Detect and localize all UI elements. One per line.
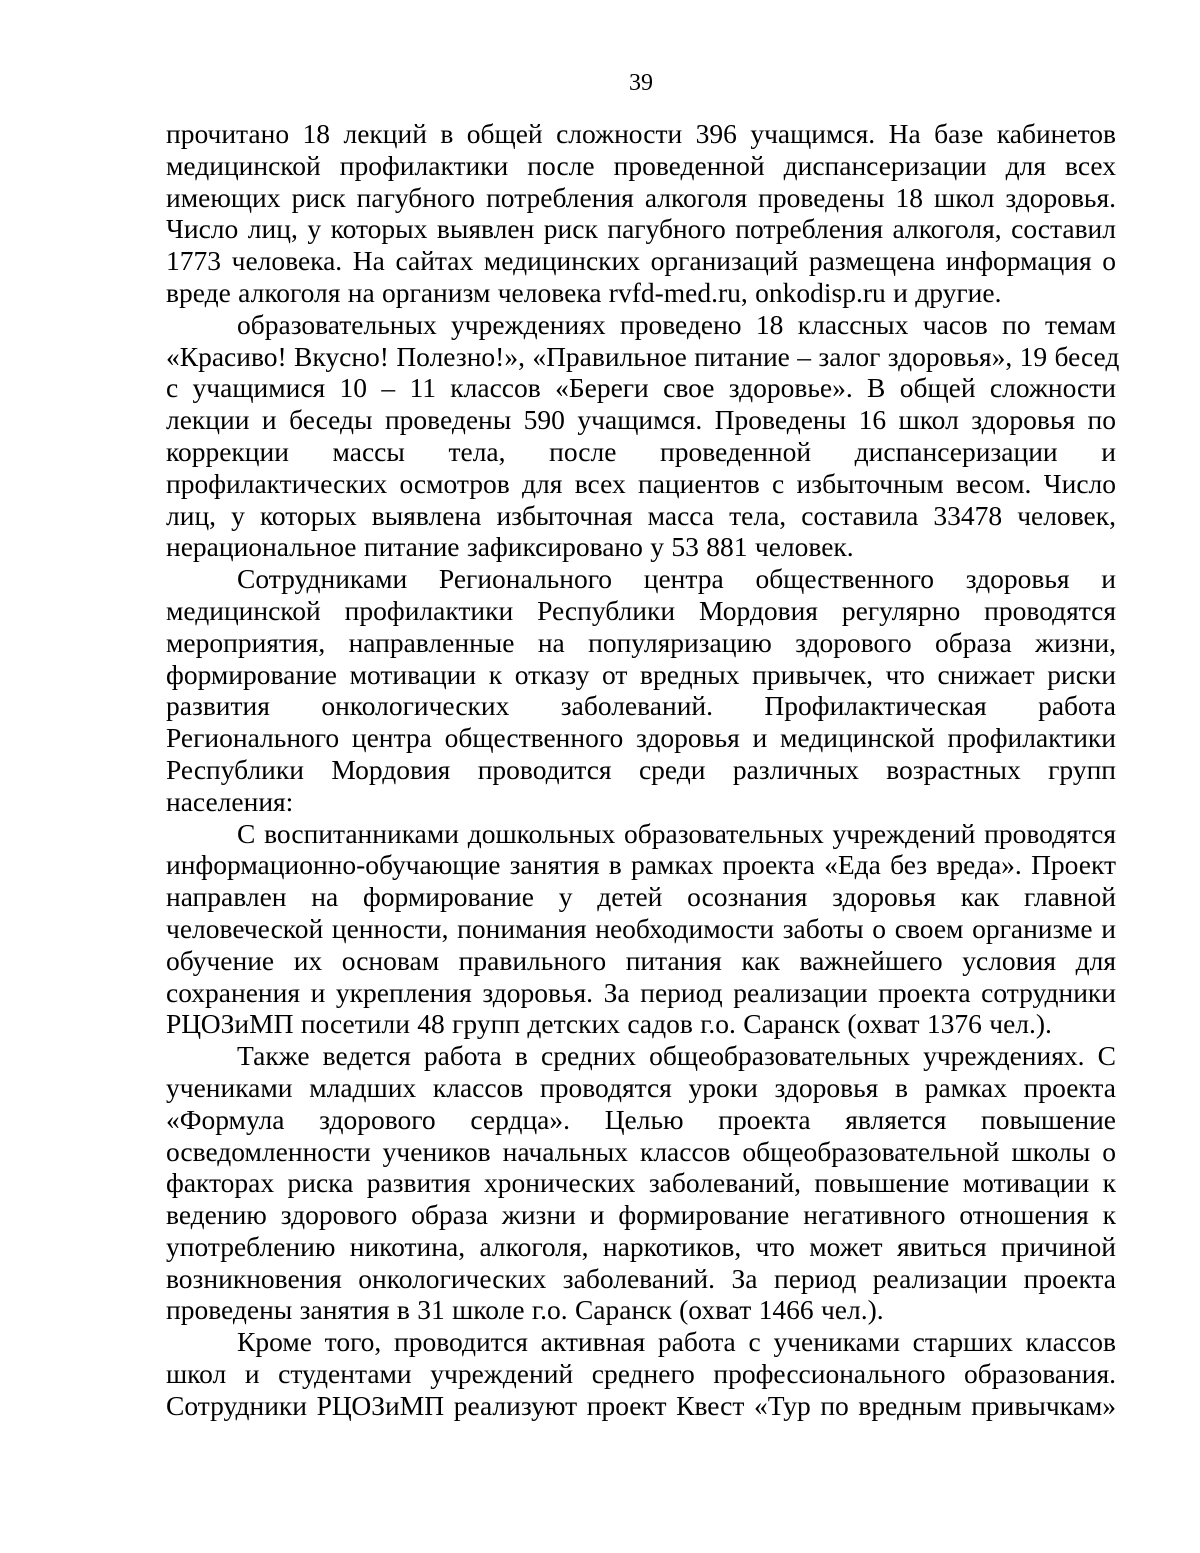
- text-line: РЦОЗиМП посетили 48 групп детских садов г.о. Саранск (охват 1376 чел.).: [166, 1008, 1052, 1040]
- text-line: направлен на формирование у детей осознания здоровья как главной: [166, 881, 1116, 913]
- text-line: мероприятия, направленные на популяризацию здорового образа жизни,: [166, 626, 1116, 658]
- paragraph-3: [166, 563, 1116, 817]
- text-line: Сотрудники РЦОЗиМП реализуют проект Квест «Тур по вредным привычкам»: [166, 1389, 1116, 1421]
- text-line: осведомленности учеников начальных классов общеобразовательной школы о: [166, 1135, 1116, 1167]
- text-line: возникновения онкологических заболеваний. За период реализации проекта: [166, 1262, 1116, 1294]
- text-line: образовательных учреждениях проведено 18 классных часов по темам: [237, 308, 1116, 340]
- text-line: С воспитанниками дошкольных образовательных учреждений проводятся: [237, 817, 1116, 849]
- text-line: формирование мотивации к отказу от вредных привычек, что снижает риски: [166, 658, 1116, 690]
- text-line: сохранения и укрепления здоровья. За период реализации проекта сотрудники: [166, 976, 1116, 1008]
- text-line: лиц, у которых выявлена избыточная масса тела, составила 33478 человек,: [166, 499, 1116, 531]
- text-line: Также ведется работа в средних общеобразовательных учреждениях. С: [237, 1040, 1116, 1072]
- text-line: «Формула здорового сердца». Целью проекта является повышение: [166, 1103, 1116, 1135]
- text-line: информационно-обучающие занятия в рамках проекта «Еда без вреда». Проект: [166, 849, 1116, 881]
- paragraph-2: [166, 308, 1120, 563]
- text-line: Регионального центра общественного здоровья и медицинской профилактики: [166, 722, 1116, 754]
- text-line: имеющих риск пагубного потребления алкоголя проведены 18 школ здоровья.: [166, 181, 1116, 213]
- text-line: Сотрудниками Регионального центра общественного здоровья и: [237, 563, 1116, 595]
- document-body: [166, 118, 1120, 1422]
- text-line: проведены занятия в 31 школе г.о. Саранск (охват 1466 чел.).: [166, 1294, 884, 1326]
- text-line: нерациональное питание зафиксировано у 53 881 человек.: [166, 531, 854, 563]
- text-line: прочитано 18 лекций в общей сложности 396 учащимся. На базе кабинетов: [166, 118, 1116, 149]
- paragraph-4: [166, 818, 1116, 1041]
- text-line: медицинской профилактики Республики Мордовия регулярно проводятся: [166, 594, 1116, 626]
- text-line: коррекции массы тела, после проведенной диспансеризации и: [166, 435, 1116, 467]
- paragraph-5: [166, 1040, 1116, 1326]
- text-line: Республики Мордовия проводится среди различных возрастных групп: [166, 753, 1116, 785]
- text-line: лекции и беседы проведены 590 учащимся. Проведены 16 школ здоровья по: [166, 404, 1116, 436]
- text-line: с учащимися 10 – 11 классов «Береги свое здоровье». В общей сложности: [166, 372, 1116, 404]
- text-line: медицинской профилактики после проведенной диспансеризации для всех: [166, 149, 1116, 181]
- text-line: вреде алкоголя на организм человека rvfd-med.ru, onkodisp.ru и другие.: [166, 276, 1002, 308]
- text-line: школ и студентами учреждений среднего профессионального образования.: [166, 1358, 1116, 1390]
- text-line: человеческой ценности, понимания необходимости заботы о своем организме и: [166, 912, 1116, 944]
- text-line: населения:: [166, 785, 294, 817]
- text-line: Число лиц, у которых выявлен риск пагубного потребления алкоголя, составил: [166, 213, 1116, 245]
- page-number: 39: [629, 70, 653, 96]
- text-line: употреблению никотина, алкоголя, наркотиков, что может явиться причиной: [166, 1230, 1116, 1262]
- text-line: факторах риска развития хронических заболеваний, повышение мотивации к: [166, 1167, 1116, 1199]
- text-line: 1773 человека. На сайтах медицинских организаций размещена информация о: [166, 245, 1116, 277]
- text-line: профилактических осмотров для всех пациентов с избыточным весом. Число: [166, 467, 1116, 499]
- text-line: развития онкологических заболеваний. Профилактическая работа: [166, 690, 1116, 722]
- text-line: обучение их основам правильного питания как важнейшего условия для: [166, 944, 1116, 976]
- paragraph-1: [166, 118, 1116, 309]
- paragraph-6: [166, 1326, 1116, 1421]
- text-line: «Красиво! Вкусно! Полезно!», «Правильное питание – залог здоровья», 19 бесед: [166, 340, 1120, 372]
- text-line: ведению здорового образа жизни и формирование негативного отношения к: [166, 1199, 1116, 1231]
- text-line: Кроме того, проводится активная работа с учениками старших классов: [237, 1326, 1116, 1358]
- text-line: учениками младших классов проводятся уроки здоровья в рамках проекта: [166, 1071, 1116, 1103]
